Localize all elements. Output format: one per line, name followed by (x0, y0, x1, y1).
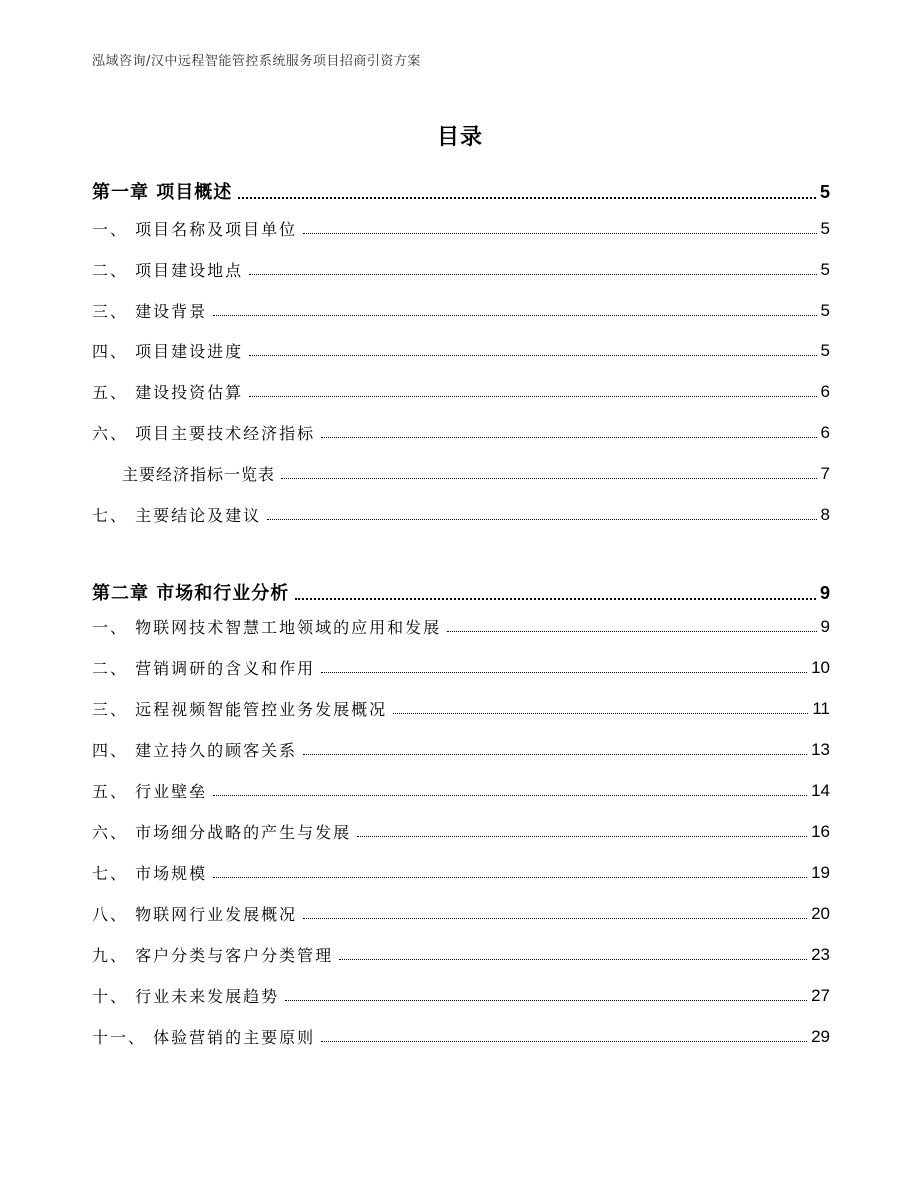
toc-entry[interactable] (92, 945, 830, 965)
toc-leader-dots (321, 437, 816, 438)
toc-page-number: 13 (811, 740, 830, 759)
toc-entry-label: 八、 物联网行业发展概况 (92, 905, 298, 925)
toc-leader-dots (303, 754, 807, 755)
toc-leader-dots (321, 672, 807, 673)
toc-leader-dots (213, 877, 807, 878)
toc-leader-dots (303, 233, 816, 234)
toc-leader-dots (213, 795, 807, 796)
toc-leader-dots (295, 598, 816, 600)
toc-page-number: 8 (820, 505, 830, 524)
toc-page-number: 29 (811, 1027, 830, 1046)
toc-page-number: 5 (819, 182, 830, 202)
toc-entry-label: 主要经济指标一览表 (122, 465, 276, 485)
toc-page-number: 27 (811, 986, 830, 1005)
toc-leader-dots (339, 959, 807, 960)
toc-entry[interactable] (92, 863, 830, 883)
toc-page-number: 5 (820, 219, 830, 238)
toc-entry[interactable] (92, 986, 830, 1006)
toc-page-number: 5 (820, 301, 830, 320)
toc-page-number: 5 (820, 260, 830, 279)
toc-entry[interactable] (92, 382, 830, 402)
toc-entry-label: 七、 市场规模 (92, 864, 208, 884)
toc-leader-dots (213, 315, 816, 316)
toc-page-number: 9 (819, 583, 830, 603)
toc-page-number: 5 (820, 341, 830, 360)
toc-entry[interactable] (92, 464, 830, 484)
toc-page-number: 20 (811, 904, 830, 923)
toc-entry-label: 七、 主要结论及建议 (92, 506, 262, 526)
toc-page-number: 10 (811, 658, 830, 677)
toc-page-number: 19 (811, 863, 830, 882)
toc-entry[interactable] (92, 781, 830, 801)
toc-entry[interactable] (92, 658, 830, 678)
toc-leader-dots (357, 836, 807, 837)
toc-entry[interactable] (92, 341, 830, 361)
page-header: 泓域咨询/汉中远程智能管控系统服务项目招商引资方案 (92, 54, 421, 69)
toc-page-number: 14 (811, 781, 830, 800)
toc-page-number: 7 (820, 464, 830, 483)
toc-entry-label: 四、 建立持久的顾客关系 (92, 741, 298, 761)
toc-entry[interactable] (92, 822, 830, 842)
toc-page-number: 6 (820, 423, 830, 442)
toc-leader-dots (285, 1000, 807, 1001)
toc-entry[interactable] (92, 740, 830, 760)
toc-leader-dots (393, 713, 808, 714)
toc-entry[interactable] (92, 505, 830, 525)
toc-leader-dots (303, 918, 807, 919)
toc-entry-label: 一、 物联网技术智慧工地领域的应用和发展 (92, 618, 442, 638)
toc-page-number: 16 (811, 822, 830, 841)
toc-leader-dots (249, 355, 816, 356)
toc-leader-dots (238, 197, 816, 199)
toc-leader-dots (249, 396, 816, 397)
toc-leader-dots (321, 1041, 807, 1042)
toc-entry-label: 五、 行业壁垒 (92, 782, 208, 802)
toc-entry-label: 二、 营销调研的含义和作用 (92, 659, 316, 679)
toc-leader-dots (267, 519, 816, 520)
toc-leader-dots (281, 478, 817, 479)
toc-entry-label: 二、 项目建设地点 (92, 261, 244, 281)
toc-page-number: 23 (811, 945, 830, 964)
toc-entry[interactable] (92, 1027, 830, 1047)
toc-entry-label: 十、 行业未来发展趋势 (92, 987, 280, 1007)
toc-entry-label: 三、 建设背景 (92, 302, 208, 322)
toc-leader-dots (249, 274, 816, 275)
page-title: 目录 (436, 125, 483, 150)
toc-entry[interactable] (92, 301, 830, 321)
toc-entry-label: 第一章 项目概述 (92, 182, 233, 203)
toc-page-number: 9 (820, 617, 830, 636)
toc-page-number: 6 (820, 382, 830, 401)
toc-entry-label: 六、 市场细分战略的产生与发展 (92, 823, 352, 843)
toc-entry-label: 五、 建设投资估算 (92, 383, 244, 403)
toc-entry[interactable] (92, 699, 830, 719)
toc-leader-dots (447, 631, 816, 632)
toc-entry[interactable] (92, 219, 830, 239)
toc-entry[interactable] (92, 260, 830, 280)
toc-entry[interactable] (92, 904, 830, 924)
toc-entry[interactable] (92, 617, 830, 637)
toc-entry-label: 三、 远程视频智能管控业务发展概况 (92, 700, 388, 720)
toc-entry-label: 一、 项目名称及项目单位 (92, 220, 298, 240)
toc-entry-label: 十一、 体验营销的主要原则 (92, 1028, 316, 1048)
toc-entry-label: 九、 客户分类与客户分类管理 (92, 946, 334, 966)
toc-entry[interactable] (92, 182, 830, 204)
toc-entry-label: 四、 项目建设进度 (92, 342, 244, 362)
toc-page-number: 11 (812, 699, 830, 718)
toc-entry[interactable] (92, 583, 830, 605)
toc-entry[interactable] (92, 423, 830, 443)
toc-entry-label: 六、 项目主要技术经济指标 (92, 424, 316, 444)
toc-entry-label: 第二章 市场和行业分析 (92, 583, 290, 604)
